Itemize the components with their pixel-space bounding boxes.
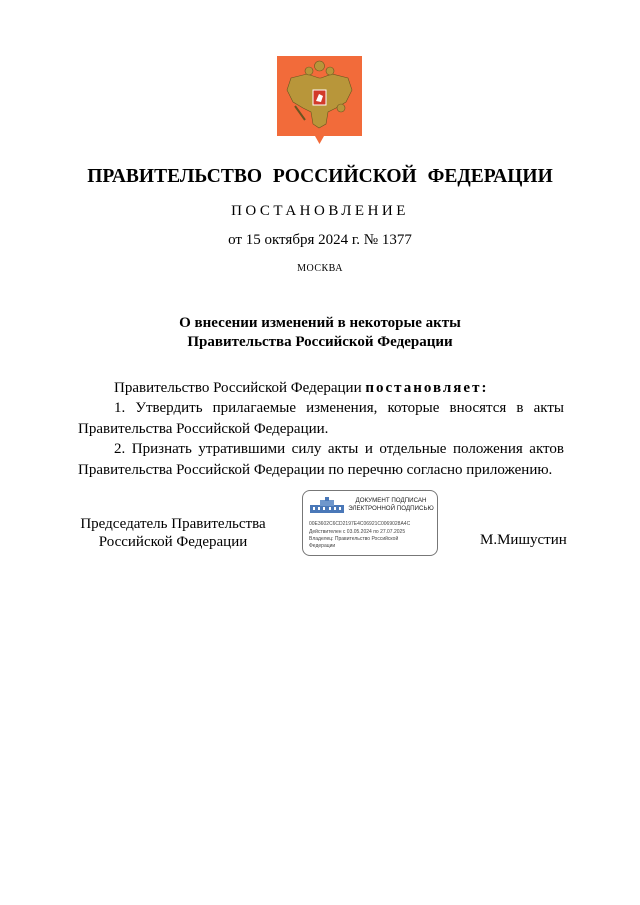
intro-bold: постановляет: <box>365 380 489 396</box>
document-subject <box>0 314 640 352</box>
signer-position-line-1: Председатель Правительства <box>80 516 266 532</box>
subject-line-1: О внесении изменений в некоторые акты <box>179 315 461 331</box>
government-building-icon <box>310 497 344 513</box>
electronic-signature-stamp <box>302 490 438 556</box>
issuer-title: ПРАВИТЕЛЬСТВО РОССИЙСКОЙ ФЕДЕРАЦИИ <box>87 166 553 187</box>
signer-name: М.Мишустин <box>480 532 567 548</box>
stamp-heading-2: ЭЛЕКТРОННОЙ ПОДПИСЬЮ <box>348 505 434 512</box>
document-type: ПОСТАНОВЛЕНИЕ <box>231 203 409 219</box>
signer-position <box>78 515 268 551</box>
stamp-serial: 00E3602C6CD2197E4C06921C0069028A4C <box>309 521 411 527</box>
stamp-heading-1: ДОКУМЕНТ ПОДПИСАН <box>355 497 427 504</box>
stamp-owner-1: Владелец: Правительство Российской <box>309 536 399 542</box>
item-2: 2. Признать утратившими силу акты и отдельные положения актов Правительства Российской Федерации по перечню согласно приложению. <box>78 441 564 478</box>
date-and-number: от 15 октября 2024 г. № 1377 <box>228 232 412 248</box>
stamp-heading <box>347 497 435 513</box>
subject-line-2: Правительства Российской Федерации <box>187 334 453 350</box>
city: МОСКВА <box>297 263 343 274</box>
stamp-owner-2: Федерации <box>309 543 336 549</box>
signer-position-line-2: Российской Федерации <box>98 534 248 550</box>
item-1: 1. Утвердить прилагаемые изменения, которые вносятся в акты Правительства Российской Федерации. <box>78 400 564 437</box>
intro-text: Правительство Российской Федерации <box>114 380 362 396</box>
stamp-validity: Действителен с 03.05.2024 по 27.07.2025 <box>309 529 406 535</box>
coat-of-arms-emblem <box>277 56 362 144</box>
intro-paragraph <box>78 378 564 399</box>
